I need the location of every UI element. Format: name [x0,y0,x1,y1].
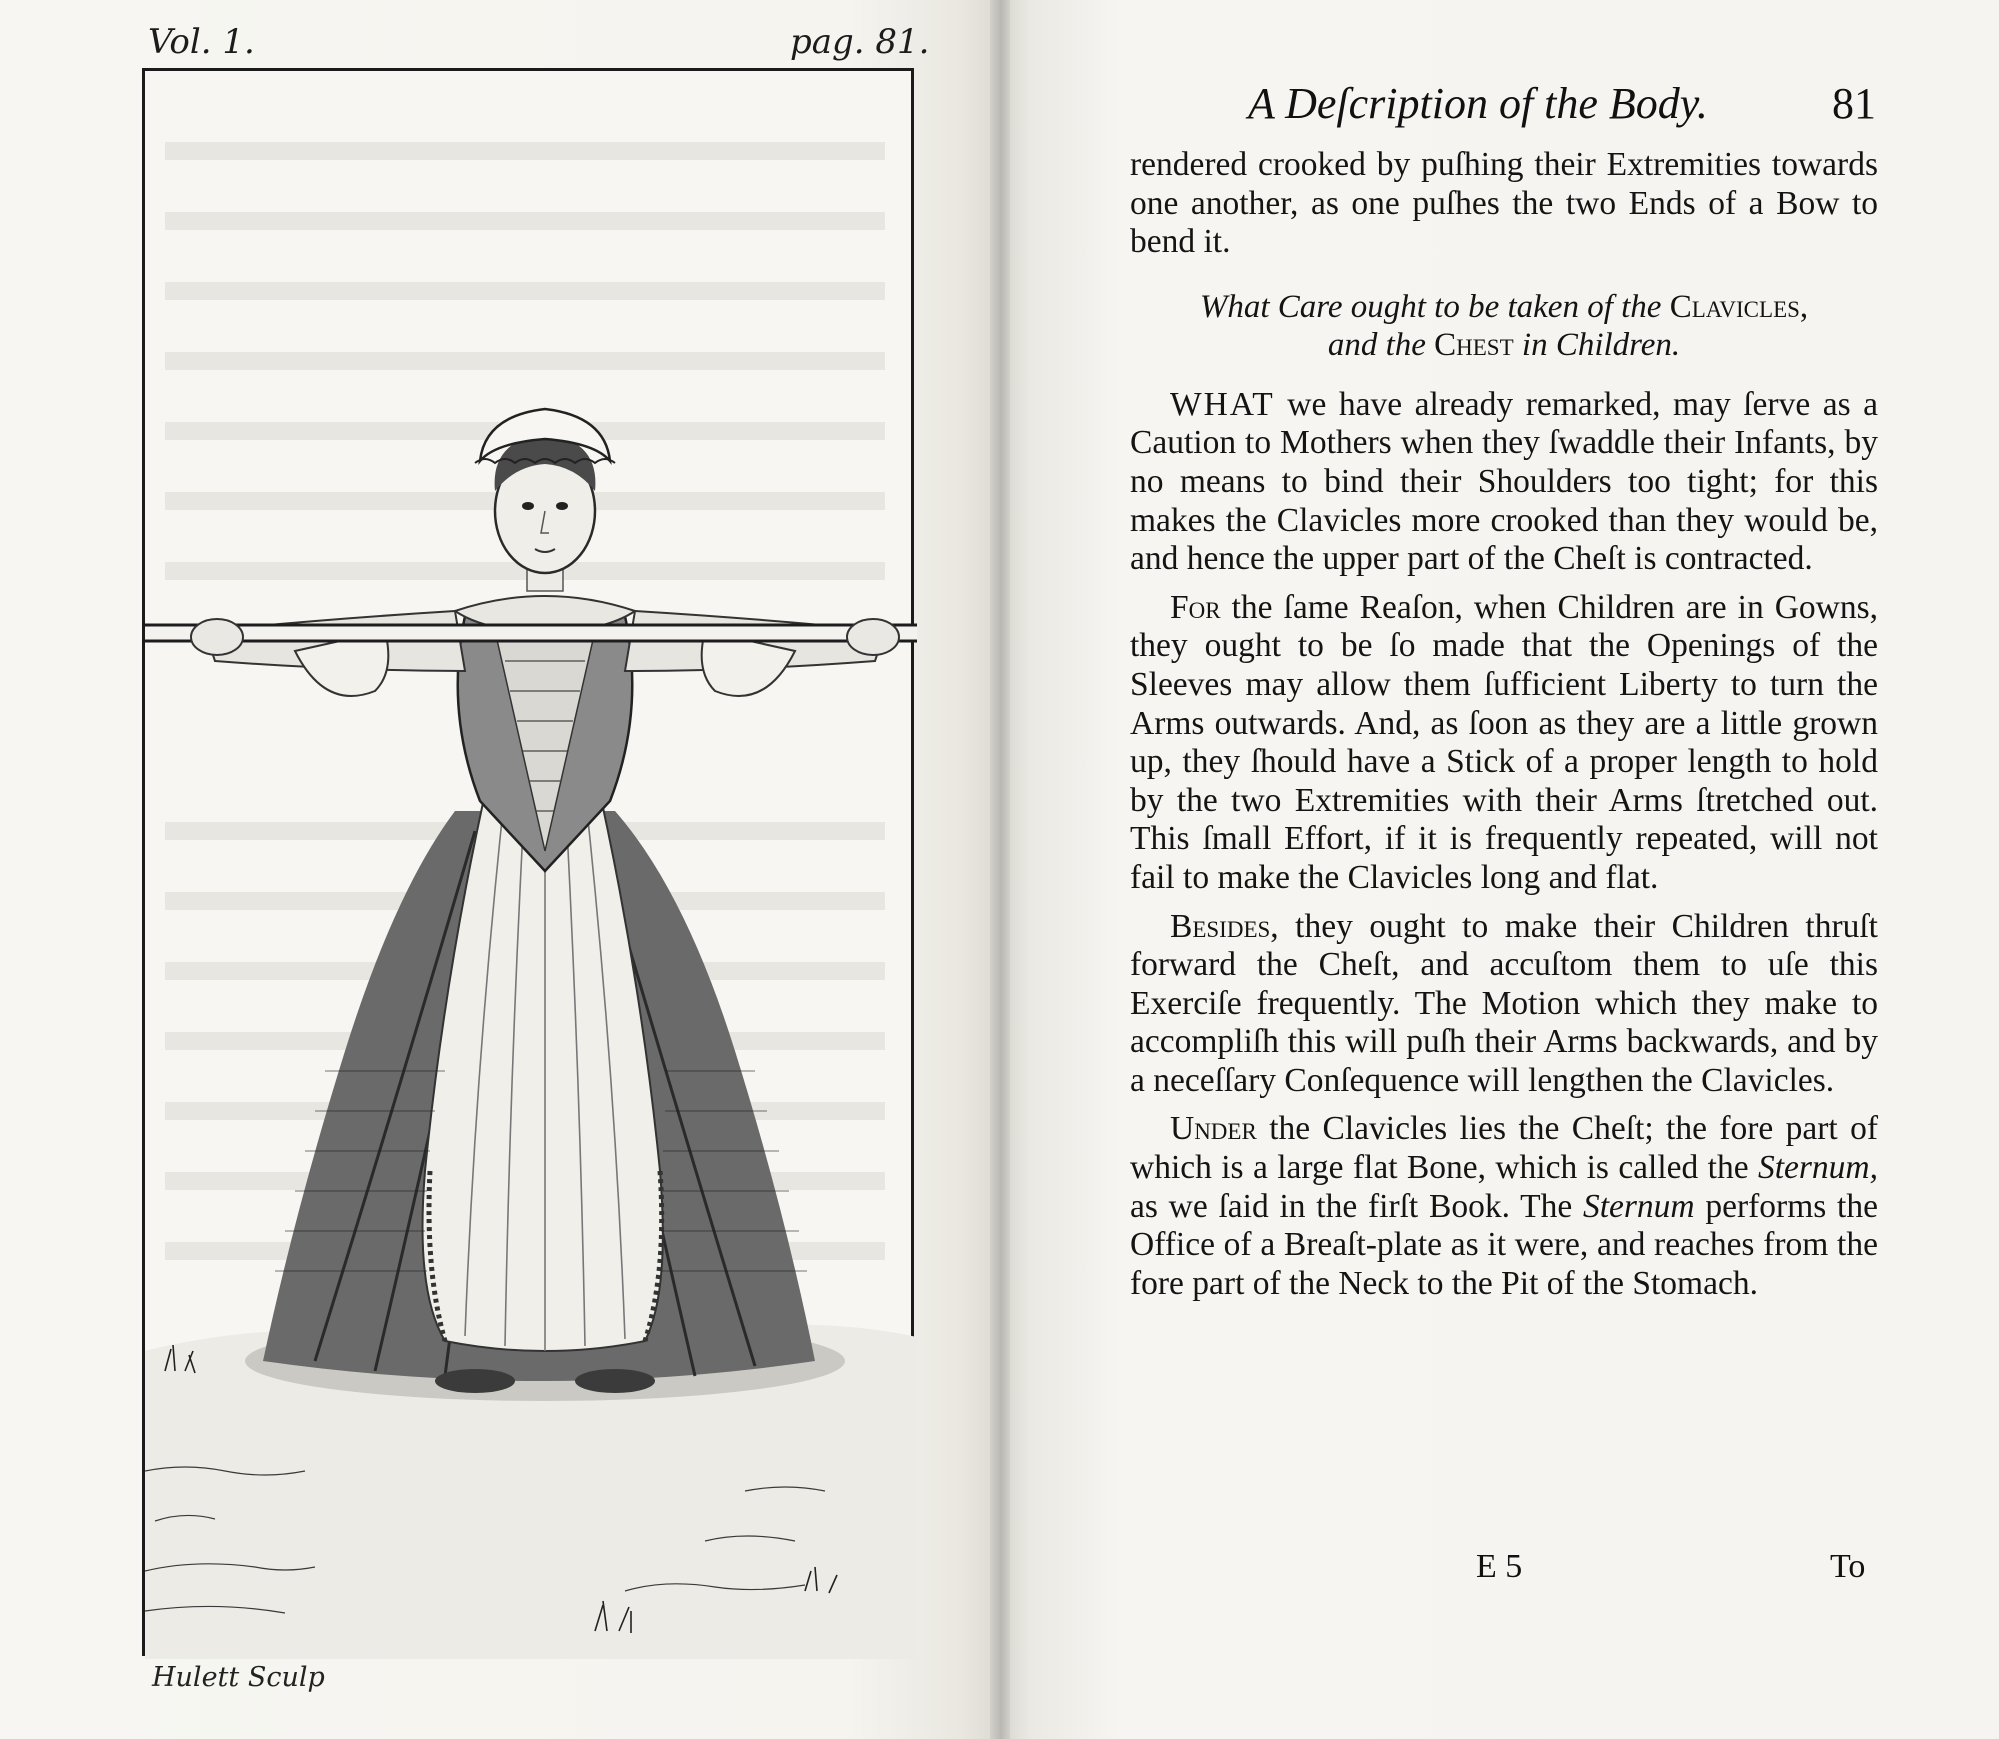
volume-label: Vol. 1. [148,22,255,62]
heading-small-caps: Chest [1434,326,1514,363]
paragraph-lead: Under [1170,1110,1257,1148]
paragraph-italic: Sternum [1582,1187,1695,1225]
book-gutter [990,0,1010,1739]
girl-with-stick-engraving [145,71,917,1659]
paragraph-text: performs the Office of a Breaſt-plate as it were, and reaches from the fore part of the Neck to the Pit of the Stomach. [1130,1187,1878,1302]
engraving-plate [142,68,914,1656]
catchword: To [1830,1548,1866,1585]
section-heading [1130,288,1878,364]
paragraph [1130,908,1878,1101]
paragraph [1130,1110,1878,1303]
heading-text: in Children. [1513,326,1681,363]
engraver-credit: Hulett Sculp [152,1662,325,1693]
paragraph-lead: Besides, [1170,907,1279,945]
paragraph-text: the ſame Reaſon, when Children are in Gowns, they ought to be ſo made that the Openings of the Sleeves may allow them ſufficient Liberty to turn the Arms outwards. And, as ſoon as they are a little grown up, they ſhould have a Stick of a proper length to hold by the two Extremities with their Arms ſtretched out. This ſmall Effort, if it is frequently repeated, will not fail to make the Clavicles long and flat. [1130,588,1878,896]
paragraph-text: as we ſaid in the firſt Book. The [1130,1187,1583,1225]
heading-small-caps: Clavicles, [1669,288,1809,325]
heading-text: What Care ought to be taken of the [1199,288,1670,325]
section-heading-line-2 [1130,326,1878,364]
paragraph [1130,386,1878,579]
paragraph-lead: For [1170,588,1221,626]
continued-paragraph: rendered crooked by puſhing their Extremities towards one another, as one puſhes the two Ends of a Bow to bend it. [1130,146,1878,261]
paragraph-text: they ought to make their Children thruſt forward the Cheſt, and accuſtom them to uſe this Exerciſe frequently. The Motion which they make to accompliſh this will puſh their Arms backwards, and by a neceſſary Conſequence will lengthen the Clavicles. [1130,907,1878,1099]
plate-page-label: pag. 81. [790,22,930,62]
paragraph-text: the Clavicles lies the Cheſt; the fore part of which is a large flat Bone, which is called the [1130,1110,1878,1187]
paragraph-italic: Sternum, [1757,1149,1878,1187]
heading-text: and the [1327,326,1435,363]
page-number: 81 [1832,79,1876,128]
paragraph [1130,589,1878,898]
running-head: A Deſcription of the Body. [1248,79,1708,128]
paragraph-lead: WHAT [1170,385,1275,423]
paragraph-text: we have already remarked, may ſerve as a Caution to Mothers when they ſwaddle their Infants, by no means to bind their Shoulders too tight; for this makes the Clavicles more crooked than they would be, and hence the upper part of the Cheſt is contracted. [1130,385,1878,578]
signature-mark: E 5 [1476,1548,1523,1585]
section-heading-line-1 [1130,288,1878,326]
body-text [1130,146,1878,1303]
